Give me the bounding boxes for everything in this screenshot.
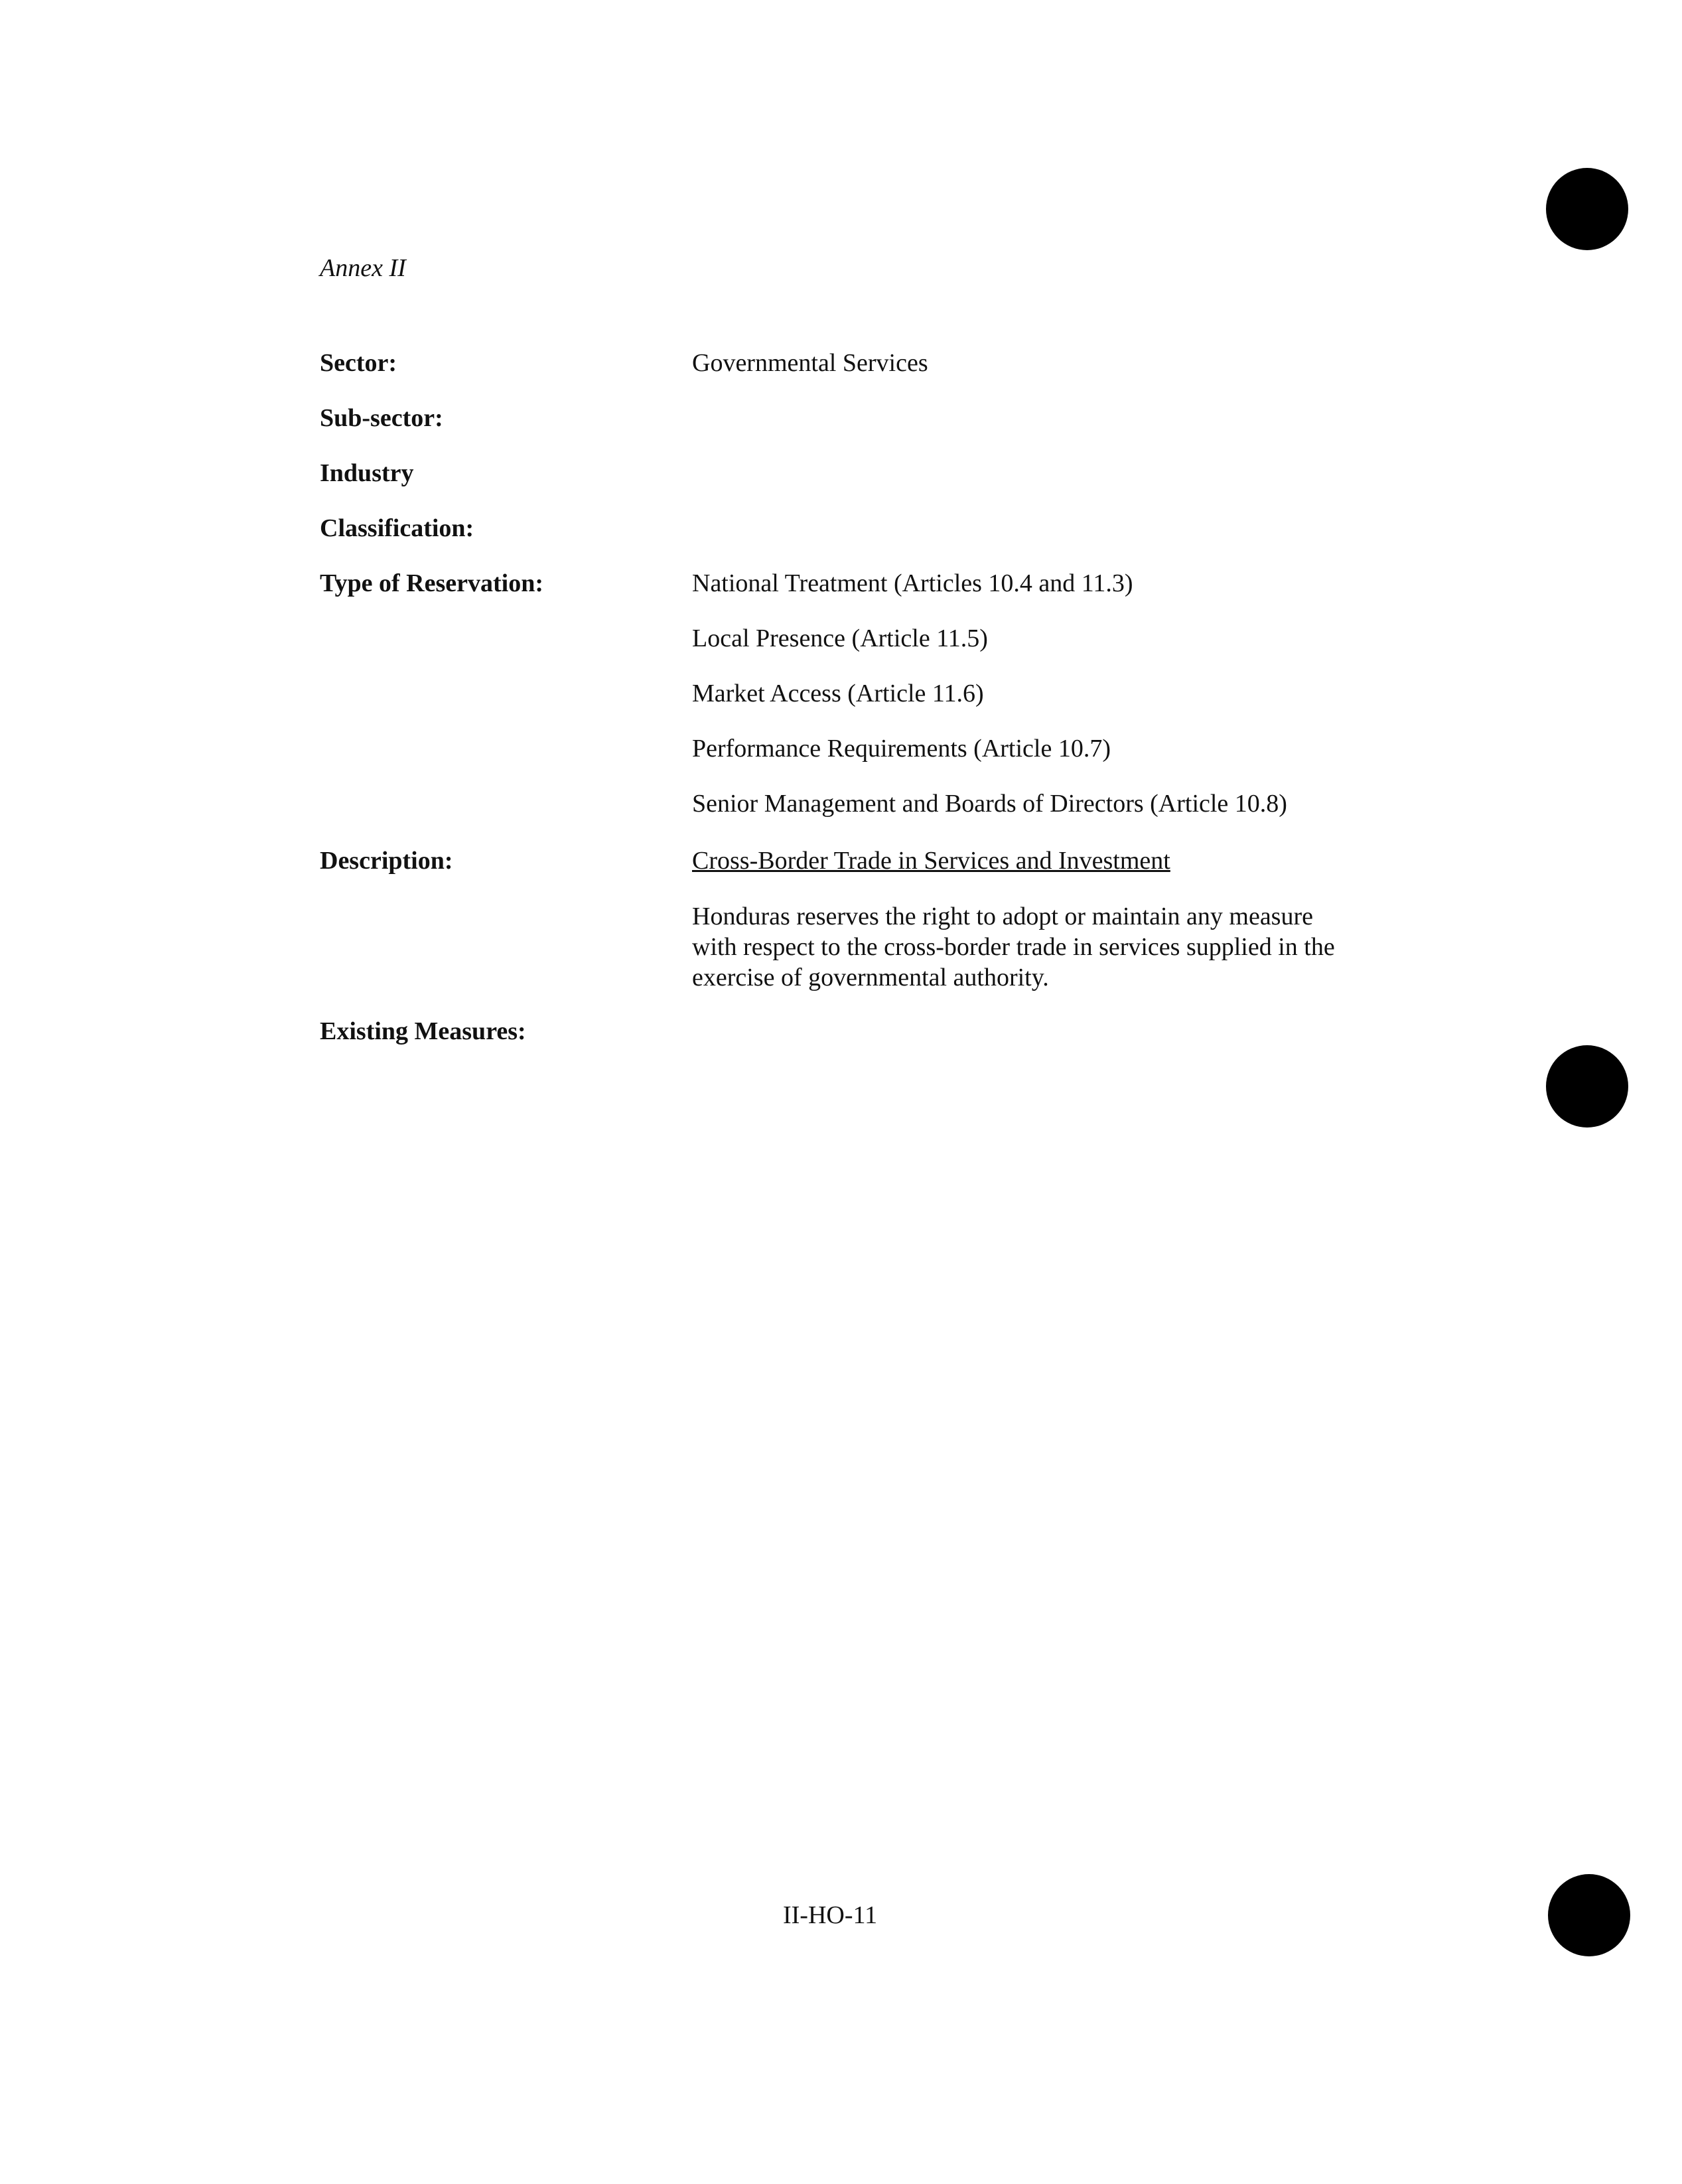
punch-hole-top <box>1546 168 1628 250</box>
description-heading: Cross-Border Trade in Services and Investment <box>692 847 1170 875</box>
description-label: Description: <box>320 847 453 875</box>
description-text: Honduras reserves the right to adopt or maintain any measure with respect to the cross-border trade in services supplied in the exercise of governmental authority. <box>692 903 1335 991</box>
industry-label: Industry <box>320 459 414 487</box>
punch-hole-middle <box>1546 1045 1628 1128</box>
annex-title: Annex II <box>320 254 406 282</box>
reservation-item: Performance Requirements (Article 10.7) <box>692 735 1111 763</box>
sector-value: Governmental Services <box>692 349 928 377</box>
punch-hole-bottom <box>1548 1874 1630 1956</box>
subsector-label: Sub-sector: <box>320 404 443 432</box>
reservation-item: Local Presence (Article 11.5) <box>692 624 988 652</box>
sector-label: Sector: <box>320 349 397 377</box>
existing-measures-label: Existing Measures: <box>320 1017 526 1045</box>
reservation-item: Senior Management and Boards of Directors (Article 10.8) <box>692 790 1287 818</box>
reservation-type-label: Type of Reservation: <box>320 569 544 597</box>
page-number: II-HO-11 <box>783 1901 878 1929</box>
reservation-item: National Treatment (Articles 10.4 and 11.3) <box>692 569 1133 597</box>
classification-label: Classification: <box>320 514 474 542</box>
reservation-item: Market Access (Article 11.6) <box>692 680 984 707</box>
